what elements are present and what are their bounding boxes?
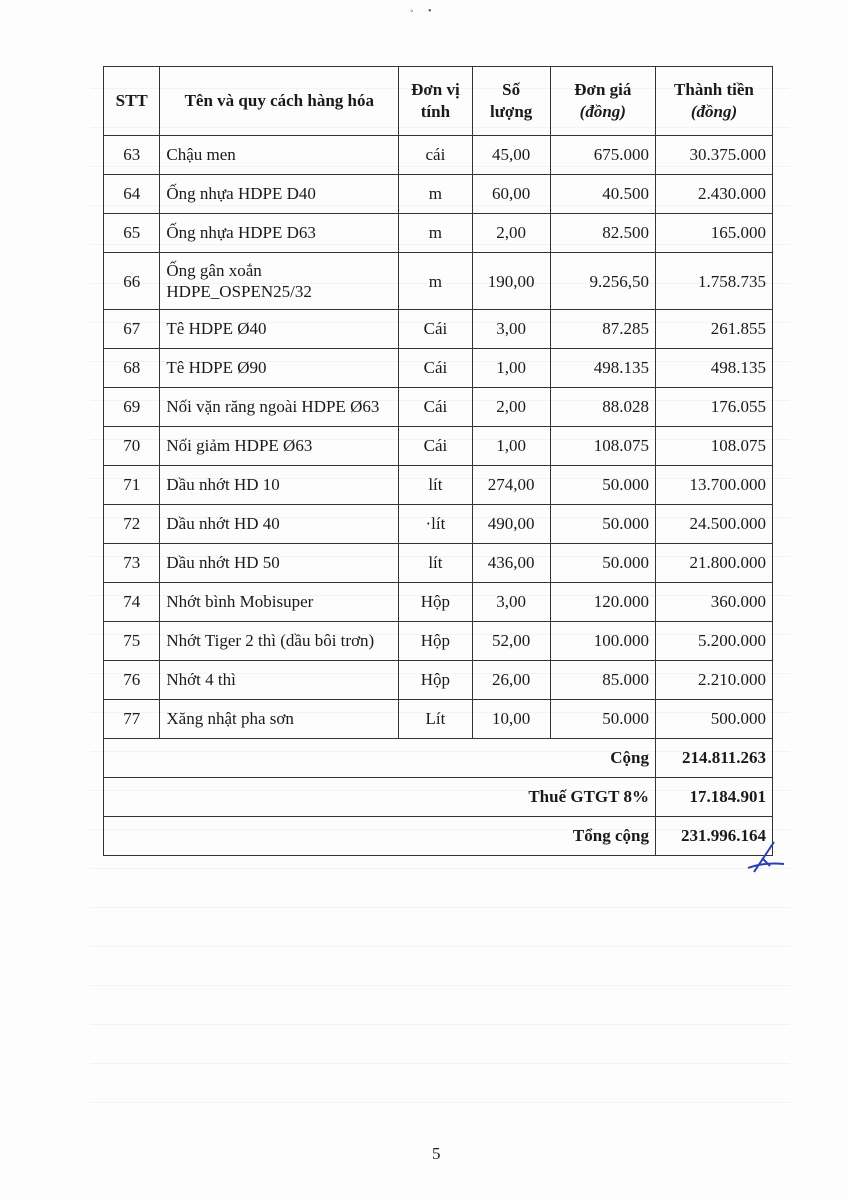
signature-mark [740,838,790,878]
row-amount: 165.000 [655,214,772,253]
row-name: Ống nhựa HDPE D63 [160,214,399,253]
table-row [104,661,773,700]
subtotal-label: Cộng [104,739,656,778]
row-qty: 26,00 [472,661,550,700]
grand-total-row [104,817,773,856]
row-unit: Cái [399,388,472,427]
row-price: 88.028 [550,388,655,427]
row-unit: Cái [399,349,472,388]
row-stt: 68 [104,349,160,388]
table-row [104,214,773,253]
row-unit: cái [399,136,472,175]
row-unit: Hộp [399,622,472,661]
row-amount: 176.055 [655,388,772,427]
header-unit: Đơn vị tính [399,67,472,136]
goods-table [103,66,773,856]
table-row [104,544,773,583]
row-amount: 500.000 [655,700,772,739]
row-amount: 498.135 [655,349,772,388]
vat-label: Thuế GTGT 8% [104,778,656,817]
row-unit: Cái [399,427,472,466]
row-stt: 72 [104,505,160,544]
row-qty: 3,00 [472,310,550,349]
row-qty: 3,00 [472,583,550,622]
row-name: Nối vặn răng ngoài HDPE Ø63 [160,388,399,427]
table-row [104,622,773,661]
row-unit: m [399,214,472,253]
table-row [104,583,773,622]
table-row [104,349,773,388]
table-row [104,253,773,310]
vat-value: 17.184.901 [655,778,772,817]
row-qty: 1,00 [472,427,550,466]
row-name: Xăng nhật pha sơn [160,700,399,739]
table-row [104,700,773,739]
table-header-row [104,67,773,136]
row-price: 50.000 [550,466,655,505]
row-price: 100.000 [550,622,655,661]
row-name: Ống gân xoắn HDPE_OSPEN25/32 [160,253,399,310]
row-amount: 261.855 [655,310,772,349]
header-stt: STT [104,67,160,136]
table-row [104,310,773,349]
header-amount: Thành tiền (đồng) [655,67,772,136]
row-stt: 77 [104,700,160,739]
row-stt: 70 [104,427,160,466]
row-unit: lít [399,544,472,583]
row-name: Dầu nhớt HD 10 [160,466,399,505]
row-price: 120.000 [550,583,655,622]
row-name: Ống nhựa HDPE D40 [160,175,399,214]
row-amount: 360.000 [655,583,772,622]
row-name: Dầu nhớt HD 40 [160,505,399,544]
row-unit: Lít [399,700,472,739]
row-qty: 45,00 [472,136,550,175]
header-qty: Số lượng [472,67,550,136]
row-stt: 76 [104,661,160,700]
subtotal-row [104,739,773,778]
row-name: Nối giảm HDPE Ø63 [160,427,399,466]
scan-dot: ◦ [410,6,414,17]
row-unit: Cái [399,310,472,349]
table-row [104,388,773,427]
scan-dot: • [428,6,432,17]
row-amount: 21.800.000 [655,544,772,583]
table-row [104,505,773,544]
row-amount: 13.700.000 [655,466,772,505]
row-price: 82.500 [550,214,655,253]
row-stt: 75 [104,622,160,661]
row-name: Chậu men [160,136,399,175]
row-qty: 2,00 [472,388,550,427]
row-name: Tê HDPE Ø90 [160,349,399,388]
page-number: 5 [432,1144,441,1163]
table-row [104,136,773,175]
row-stt: 69 [104,388,160,427]
row-qty: 436,00 [472,544,550,583]
row-amount: 2.430.000 [655,175,772,214]
header-name: Tên và quy cách hàng hóa [160,67,399,136]
row-qty: 190,00 [472,253,550,310]
row-qty: 2,00 [472,214,550,253]
row-qty: 10,00 [472,700,550,739]
row-price: 498.135 [550,349,655,388]
row-price: 675.000 [550,136,655,175]
vat-row [104,778,773,817]
row-amount: 30.375.000 [655,136,772,175]
row-price: 50.000 [550,544,655,583]
table-row [104,427,773,466]
row-unit: lít [399,466,472,505]
row-price: 87.285 [550,310,655,349]
row-stt: 67 [104,310,160,349]
row-qty: 52,00 [472,622,550,661]
row-qty: 60,00 [472,175,550,214]
row-stt: 64 [104,175,160,214]
row-price: 9.256,50 [550,253,655,310]
row-name: Dầu nhớt HD 50 [160,544,399,583]
row-price: 108.075 [550,427,655,466]
grand-total-value: 231.996.164 [655,817,772,856]
row-stt: 65 [104,214,160,253]
row-unit: ·lít [399,505,472,544]
row-name: Nhớt 4 thì [160,661,399,700]
row-qty: 490,00 [472,505,550,544]
row-price: 85.000 [550,661,655,700]
row-stt: 73 [104,544,160,583]
row-price: 50.000 [550,700,655,739]
row-price: 40.500 [550,175,655,214]
row-stt: 71 [104,466,160,505]
row-unit: Hộp [399,661,472,700]
table-row [104,175,773,214]
row-price: 50.000 [550,505,655,544]
row-name: Nhớt bình Mobisuper [160,583,399,622]
row-qty: 274,00 [472,466,550,505]
row-amount: 108.075 [655,427,772,466]
row-amount: 24.500.000 [655,505,772,544]
row-stt: 66 [104,253,160,310]
row-name: Nhớt Tiger 2 thì (dầu bôi trơn) [160,622,399,661]
row-name: Tê HDPE Ø40 [160,310,399,349]
row-amount: 5.200.000 [655,622,772,661]
row-unit: m [399,175,472,214]
table-row [104,466,773,505]
row-qty: 1,00 [472,349,550,388]
grand-total-label: Tổng cộng [104,817,656,856]
row-stt: 74 [104,583,160,622]
header-price: Đơn giá (đồng) [550,67,655,136]
row-stt: 63 [104,136,160,175]
row-amount: 1.758.735 [655,253,772,310]
row-unit: Hộp [399,583,472,622]
row-amount: 2.210.000 [655,661,772,700]
row-unit: m [399,253,472,310]
subtotal-value: 214.811.263 [655,739,772,778]
